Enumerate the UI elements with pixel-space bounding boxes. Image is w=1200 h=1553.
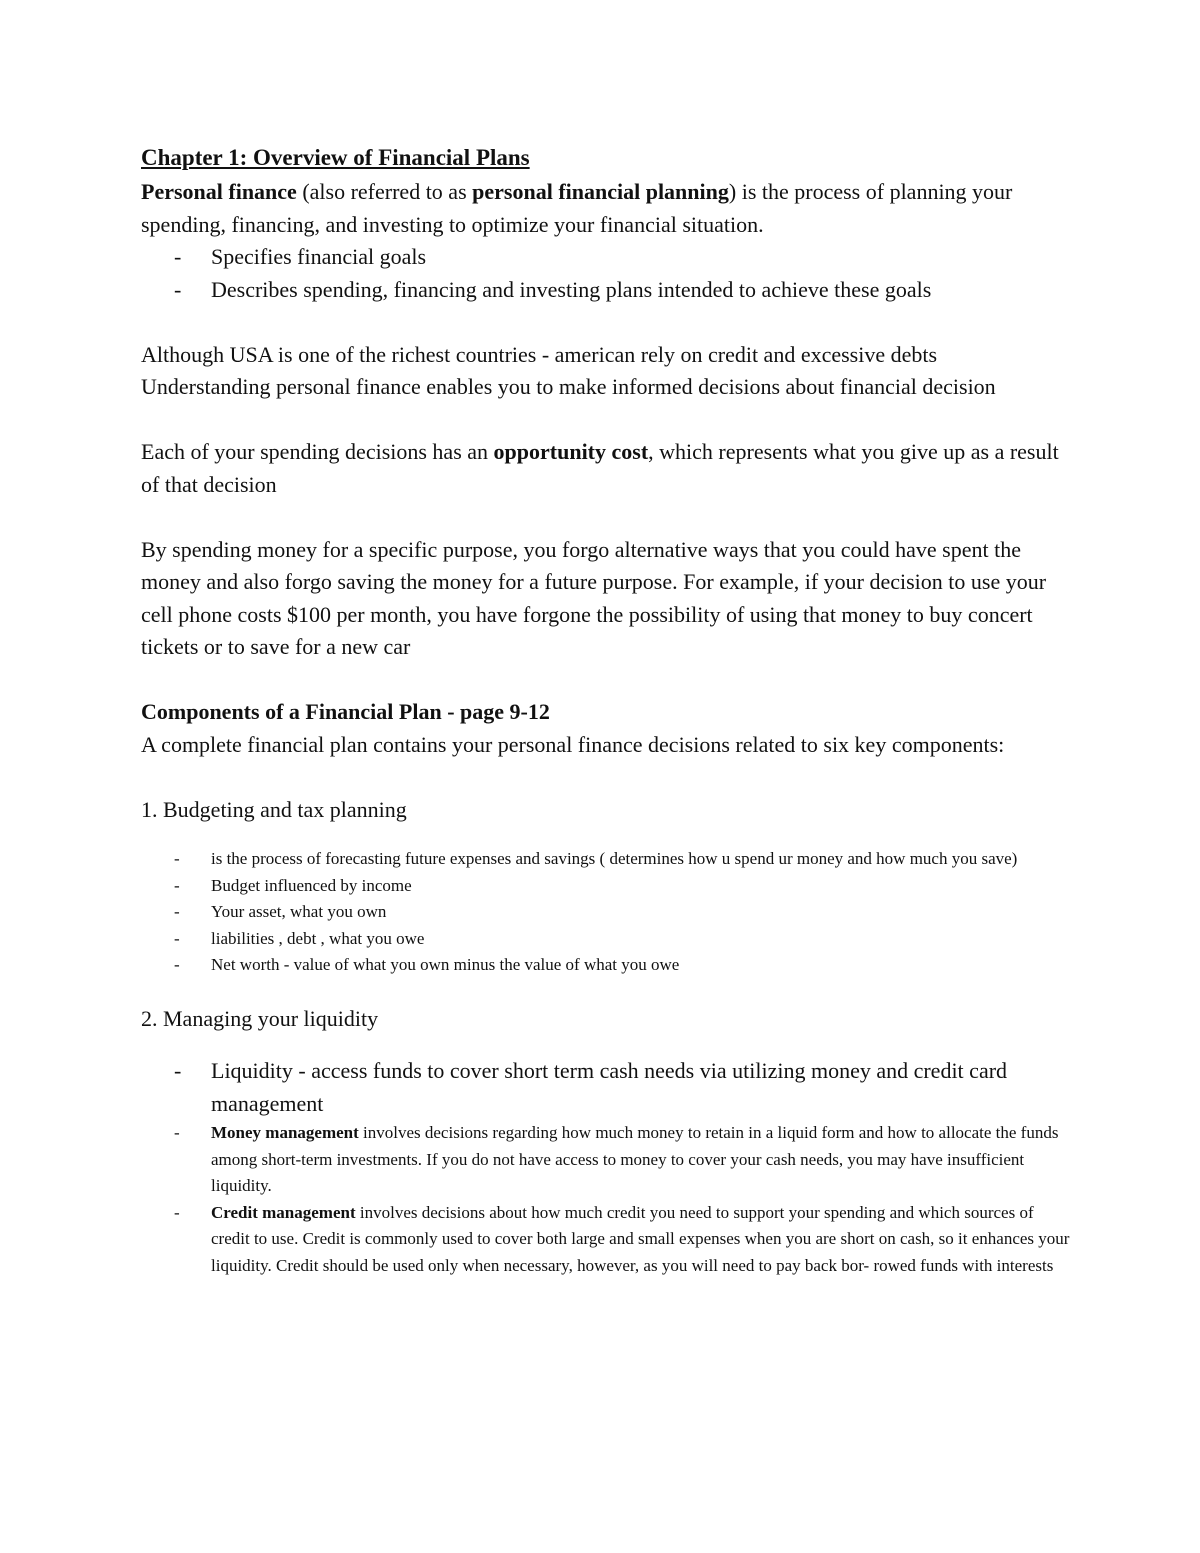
dash-marker: - <box>174 244 182 269</box>
bullet-text: Your asset, what you own <box>211 902 387 921</box>
intro-text-2: ) is the process of planning your spending, financing, and investing to optimize your financial situation. <box>141 179 1013 237</box>
dash-marker: - <box>174 1202 180 1222</box>
dash-marker: - <box>174 902 180 921</box>
list-item <box>141 1055 1071 1120</box>
components-intro: A complete financial plan contains your personal finance decisions related to six key components: <box>141 731 1005 757</box>
dash-marker: - <box>174 928 180 948</box>
list-item <box>141 1200 1071 1280</box>
chapter-title: Chapter 1: Overview of Financial Plans <box>141 145 530 170</box>
list-item <box>141 926 1071 953</box>
bullet-text: Liquidity - access funds to cover short term cash needs via utilizing money and credit card management <box>211 1058 1008 1116</box>
term-credit-management: Credit management <box>211 1202 356 1222</box>
liquidity-bullet-list <box>141 1055 1071 1120</box>
understanding-paragraph: Understanding personal finance enables you to make informed decisions about financial decision <box>141 374 996 399</box>
document-page <box>141 140 1071 1279</box>
opportunity-text-after: , which represents what you give up as a result of that decision <box>141 439 1059 497</box>
components-heading: Components of a Financial Plan - page 9-12 <box>141 699 550 724</box>
dash-marker: - <box>174 276 182 302</box>
opportunity-text-before: Each of your spending decisions has an <box>141 439 494 464</box>
term-personal-financial-planning: personal financial planning <box>472 179 729 204</box>
dash-marker: - <box>174 875 180 895</box>
bullet-text: Budget influenced by income <box>211 875 412 895</box>
term-money-management: Money management <box>211 1123 359 1142</box>
forgo-paragraph: By spending money for a specific purpose, you forgo alternative ways that you could have spent the money and also forgo saving the money for a future purpose. For example, if your decision to use your cell phone costs $100 per month, you have forgone the possibility of using that money to buy concert tickets or to save for a new car <box>141 536 1047 659</box>
budgeting-bullet-list <box>141 846 1071 979</box>
bullet-text: involves decisions regarding how much money to retain in a liquid form and how to allocate the funds among short-term investments. If you do not have access to money to cover your cash needs, you may have insufficient liquidity. <box>211 1123 1059 1195</box>
bullet-text: liabilities , debt , what you owe <box>211 928 425 948</box>
bullet-text: Describes spending, financing and investing plans intended to achieve these goals <box>211 276 932 302</box>
list-item <box>141 899 1071 926</box>
bullet-text: is the process of forecasting future expenses and savings ( determines how u spend ur money and how much you save) <box>211 849 1018 868</box>
usa-paragraph: Although USA is one of the richest countries - american rely on credit and excessive debts <box>141 341 938 367</box>
intro-text-1: (also referred to as <box>296 179 473 204</box>
dash-marker: - <box>174 1123 180 1142</box>
bullet-text: Specifies financial goals <box>211 244 427 269</box>
intro-paragraph <box>141 176 1071 241</box>
list-item <box>141 873 1071 900</box>
list-item <box>141 274 1071 307</box>
liquidity-detail-list <box>141 1120 1071 1279</box>
bullet-text: involves decisions about how much credit you need to support your spending and which sources of credit to use. Credit is commonly used to cover both large and small expenses when you are short on cash, so it enhances your liquidity. Credit should be used only when necessary, however, as you will need to pay back bor- rowed funds with interests <box>211 1202 1070 1275</box>
opportunity-cost-paragraph <box>141 436 1071 501</box>
dash-marker: - <box>174 1058 182 1083</box>
term-personal-finance: Personal finance <box>141 179 297 204</box>
list-item <box>141 1120 1071 1200</box>
section-2-heading: 2. Managing your liquidity <box>141 1005 379 1031</box>
term-opportunity-cost: opportunity cost <box>493 439 649 464</box>
dash-marker: - <box>174 849 180 868</box>
dash-marker: - <box>174 955 180 974</box>
list-item <box>141 846 1071 873</box>
list-item <box>141 241 1071 274</box>
intro-bullet-list <box>141 241 1071 306</box>
section-1-heading: 1. Budgeting and tax planning <box>141 796 407 822</box>
list-item <box>141 952 1071 979</box>
bullet-text: Net worth - value of what you own minus the value of what you owe <box>211 955 680 974</box>
